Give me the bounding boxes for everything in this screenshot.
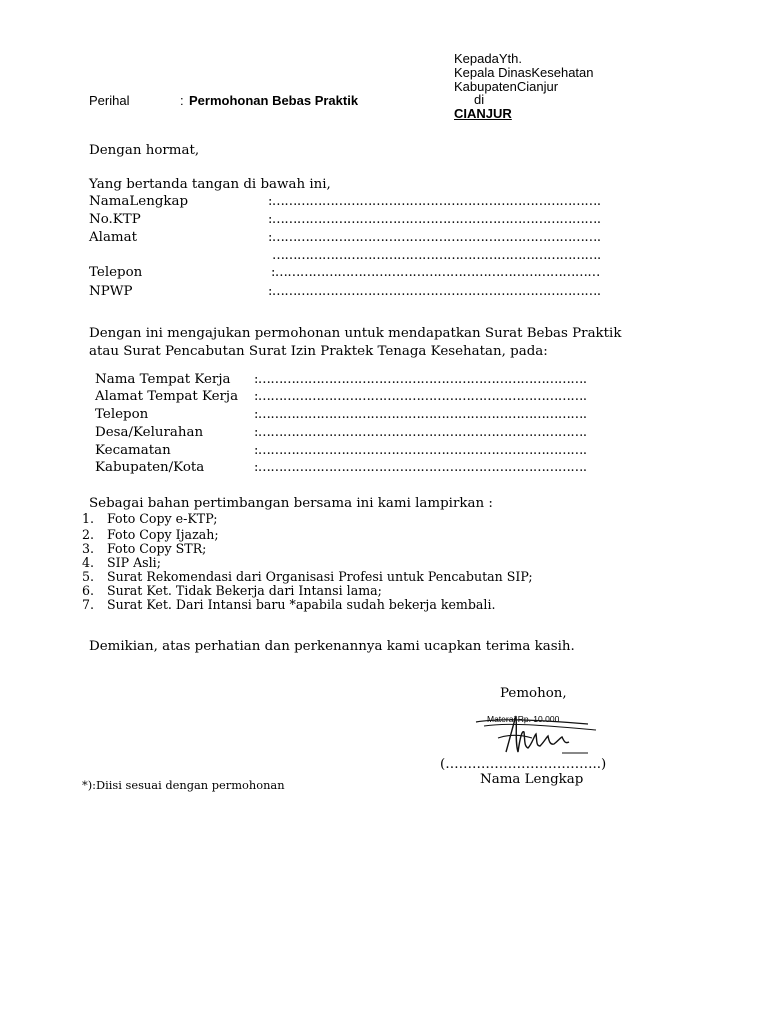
field-label-nama-lengkap: NamaLengkap: [89, 194, 189, 209]
greeting: Dengan hormat,: [89, 143, 200, 158]
field-dots-alamat-continued: …………………………………………………………………….: [272, 248, 601, 263]
signature-name-placeholder: (……………………………..): [440, 757, 607, 772]
field-dots-no-ktp: :…………………………………………………………………….: [268, 212, 601, 227]
field-label-kecamatan: Kecamatan: [95, 443, 171, 458]
subject-separator: :: [180, 93, 184, 108]
attachments-intro: Sebagai bahan pertimbangan bersama ini kami lampirkan :: [89, 496, 493, 511]
recipient-line-2: Kepala DinasKesehatan: [454, 65, 594, 80]
signature-title: Pemohon,: [500, 686, 567, 701]
list-item: Surat Ket. Dari Intansi baru *apabila sudah bekerja kembali.: [107, 597, 496, 612]
field-label-alamat-tempat-kerja: Alamat Tempat Kerja: [95, 389, 239, 404]
list-item: Foto Copy Ijazah;: [107, 527, 219, 542]
field-label-npwp: NPWP: [89, 284, 133, 299]
field-dots-desa-kelurahan: :…………………………………………………………………….: [254, 425, 587, 440]
subject-label: Perihal: [89, 93, 130, 108]
field-label-no-ktp: No.KTP: [89, 212, 141, 227]
intro-text: Yang bertanda tangan di bawah ini,: [89, 177, 331, 192]
list-item-number: 3.: [82, 541, 95, 556]
field-label-telepon: Telepon: [89, 265, 143, 280]
field-label-kabupaten-kota: Kabupaten/Kota: [95, 460, 205, 475]
recipient-city: CIANJUR: [454, 106, 512, 121]
list-item-number: 5.: [82, 569, 95, 584]
list-item-number: 2.: [82, 527, 95, 542]
field-label-alamat: Alamat: [89, 230, 137, 245]
signature-name-label: Nama Lengkap: [480, 772, 584, 787]
field-dots-npwp: :…………………………………………………………………….: [268, 284, 601, 299]
request-line-1: Dengan ini mengajukan permohonan untuk mendapatkan Surat Bebas Praktik: [89, 326, 622, 341]
field-label-desa-kelurahan: Desa/Kelurahan: [95, 425, 204, 440]
recipient-line-4: di: [474, 92, 485, 107]
list-item: Foto Copy e-KTP;: [107, 511, 218, 526]
field-dots-alamat: :…………………………………………………………………….: [268, 230, 601, 245]
list-item: SIP Asli;: [107, 555, 161, 570]
field-dots-kabupaten-kota: :…………………………………………………………………….: [254, 460, 587, 475]
field-dots-telepon: :……………………………………………………………………: [271, 265, 600, 280]
closing-text: Demikian, atas perhatian dan perkenannya kami ucapkan terima kasih.: [89, 639, 575, 654]
field-label-telepon-kerja: Telepon: [95, 407, 149, 422]
list-item: Surat Rekomendasi dari Organisasi Profesi untuk Pencabutan SIP;: [107, 569, 533, 584]
list-item-number: 6.: [82, 583, 95, 598]
request-line-2: atau Surat Pencabutan Surat Izin Praktek Tenaga Kesehatan, pada:: [89, 344, 548, 359]
field-dots-nama-lengkap: :…………………………………………………………………….: [268, 194, 601, 209]
list-item: Surat Ket. Tidak Bekerja dari Intansi lama;: [107, 583, 382, 598]
field-dots-alamat-tempat-kerja: :…………………………………………………………………….: [254, 389, 587, 404]
list-item: Foto Copy STR;: [107, 541, 207, 556]
field-label-nama-tempat-kerja: Nama Tempat Kerja: [95, 372, 231, 387]
list-item-number: 4.: [82, 555, 95, 570]
list-item-number: 1.: [82, 511, 95, 526]
recipient-line-1: KepadaYth.: [454, 51, 522, 66]
subject-value: Permohonan Bebas Praktik: [189, 93, 359, 108]
field-dots-kecamatan: :…………………………………………………………………….: [254, 443, 587, 458]
handwritten-signature: [470, 708, 605, 760]
field-dots-nama-tempat-kerja: :…………………………………………………………………….: [254, 372, 587, 387]
recipient-line-3: KabupatenCianjur: [454, 79, 559, 94]
materai-stamp-text: Materai Rp. 10.000: [487, 714, 560, 724]
footnote: *):Diisi sesuai dengan permohonan: [82, 778, 285, 792]
list-item-number: 7.: [82, 597, 95, 612]
field-dots-telepon-kerja: :…………………………………………………………………….: [254, 407, 587, 422]
